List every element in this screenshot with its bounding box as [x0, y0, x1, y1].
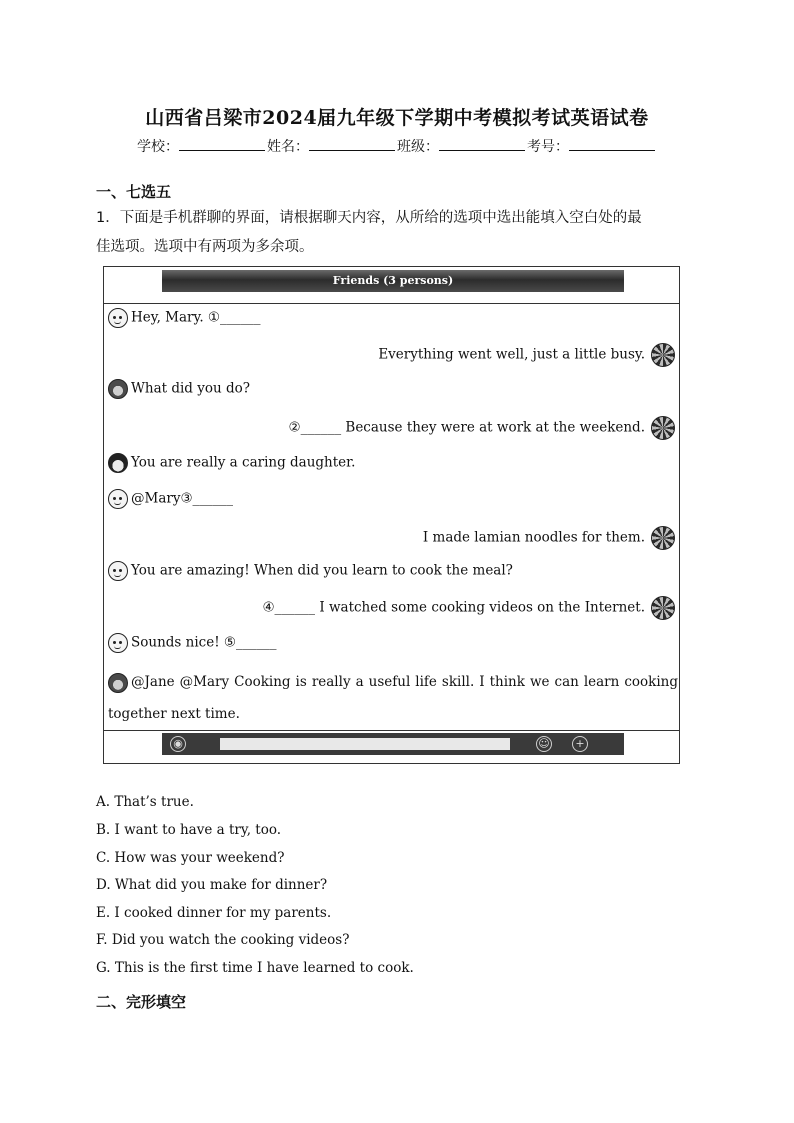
message-text: Everything went well, just a little busy.: [378, 346, 645, 363]
jane-avatar-icon: [108, 633, 128, 653]
chat-message: [108, 379, 250, 399]
message-text: @Mary③______: [131, 490, 234, 507]
jane-avatar-icon: [108, 308, 128, 328]
message-input[interactable]: [220, 738, 510, 750]
school-blank[interactable]: [179, 136, 265, 151]
chat-message: [423, 526, 675, 550]
question-stem: [96, 204, 706, 262]
chat-message-long: [108, 666, 678, 730]
question-line-1: 1．下面是手机群聊的界面，请根据聊天内容，从所给的选项中选出能填入空白处的最: [96, 210, 642, 226]
option-g: G. This is the first time I have learned to cook.: [96, 960, 414, 976]
chat-header: Friends (3 persons): [162, 270, 624, 292]
friend-avatar-icon: [108, 379, 128, 399]
question-line-2: 佳选项。选项中有两项为多余项。: [96, 239, 314, 255]
chat-header-row: [104, 267, 679, 304]
message-text: What did you do?: [131, 380, 250, 397]
friend-avatar-icon: [108, 673, 128, 693]
chat-input-bar: [162, 733, 624, 755]
jane-avatar-icon: [108, 561, 128, 581]
message-text: @Jane @Mary Cooking is really a useful life skill. I think we can learn cooking together next time.: [108, 674, 678, 722]
option-a: A. That’s true.: [96, 794, 194, 810]
message-text: You are really a caring daughter.: [131, 454, 356, 471]
chat-message: [289, 416, 676, 440]
name-blank[interactable]: [309, 136, 395, 151]
section-heading-2: 二、完形填空: [96, 993, 187, 1011]
chat-footer-row: [104, 730, 679, 765]
message-text: Sounds nice! ⑤______: [131, 634, 277, 651]
number-blank[interactable]: [569, 136, 655, 151]
chat-message: [262, 596, 675, 620]
chat-message: [108, 308, 261, 328]
voice-icon[interactable]: ◉: [170, 736, 186, 752]
chat-message: [108, 453, 355, 473]
jane-avatar-icon: [108, 489, 128, 509]
chat-message: [108, 489, 233, 509]
option-b: B. I want to have a try, too.: [96, 822, 282, 838]
mary-avatar-icon: [651, 596, 675, 620]
message-text: ④______ I watched some cooking videos on the Internet.: [262, 599, 645, 616]
option-c: C. How was your weekend?: [96, 850, 285, 866]
message-text: Hey, Mary. ①______: [131, 309, 261, 326]
exam-title: 山西省吕梁市2024届九年级下学期中考模拟考试英语试卷: [145, 107, 649, 129]
option-d: D. What did you make for dinner?: [96, 877, 328, 893]
student-info-line: [0, 136, 794, 156]
chat-message: [108, 561, 513, 581]
chat-message: [378, 343, 675, 367]
emoji-icon[interactable]: ☺: [536, 736, 552, 752]
message-text: I made lamian noodles for them.: [422, 529, 645, 546]
option-f: F. Did you watch the cooking videos?: [96, 932, 350, 948]
chat-message: [108, 633, 277, 653]
mary-avatar-icon: [651, 416, 675, 440]
plus-icon[interactable]: +: [572, 736, 588, 752]
option-e: E. I cooked dinner for my parents.: [96, 905, 332, 921]
mary-avatar-icon: [651, 526, 675, 550]
message-text: ②______ Because they were at work at the weekend.: [288, 419, 645, 436]
chat-box: [103, 266, 680, 764]
friend-avatar-icon: [108, 453, 128, 473]
message-text: You are amazing! When did you learn to cook the meal?: [131, 562, 513, 579]
number-label: 考号：: [527, 139, 569, 155]
section-heading-1: 一、七选五: [96, 183, 172, 201]
mary-avatar-icon: [651, 343, 675, 367]
class-label: 班级：: [397, 139, 439, 155]
school-label: 学校：: [137, 139, 179, 155]
class-blank[interactable]: [439, 136, 525, 151]
name-label: 姓名：: [267, 139, 309, 155]
